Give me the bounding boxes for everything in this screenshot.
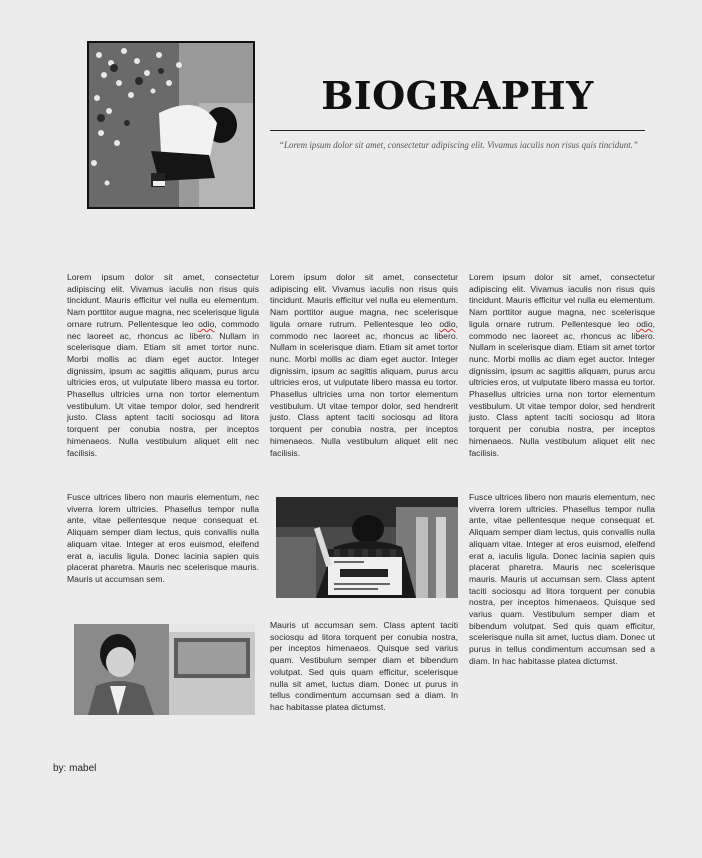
- column-2-paragraph-1: [270, 272, 458, 459]
- misspelled-word[interactable]: odio: [636, 318, 653, 329]
- column-1-paragraph-1: [67, 272, 259, 459]
- text-run: , commodo nec laoreet ac, rhoncus ac libero. Nullam in scelerisque diam. Etiam sit amet tortor nunc. Morbi mollis ac diam eget auctor. Integer dignissim, ipsum ac sagittis aliquam, purus arcu ultricies eros, ut vulputate libero massa eu tortor. Phasellus ultricies urna non tortor elementum vestibulum. Ut vitae tempor dolor, sed hendrerit justo. Class aptent taciti sociosqu ad litora torquent per conubia nostra, per inceptos himenaeos. Nulla vestibulum aliquet elit nec facilisis.: [67, 318, 259, 458]
- hero-photo: [87, 41, 255, 209]
- byline: by: mabel: [53, 763, 97, 774]
- paragraph-text: Fusce ultrices libero non mauris elementum, nec viverra lorem ultricies. Phasellus tempor nulla ante, vitae pellentesque neque consequat et. Aliquam semper diam lectus, quis convallis nulla aliquam vitae. Integer at eros euismod, eleifend erat a, iaculis ligula. Donec lacinia sapien quis placerat pharetra. Mauris nec scelerisque mauris. Mauris ut accumsan sem. Class aptent taciti sociosqu ad litora torquent per conubia nostra, per inceptos himenaeos. Quisque sed varius quam. Vestibulum semper diam et bibendum volutpat. Sed quis quam efficitur, scelerisque nulla sit amet, luctus diam. Donec ut purus in tellus condimentum accumsan sed a diam. In hac habitasse platea dictumst.: [469, 492, 655, 666]
- paragraph-text: Mauris ut accumsan sem. Class aptent taciti sociosqu ad litora torquent per conubia nostra, per inceptos himenaeos. Quisque sed varius quam. Vestibulum semper diam et bibendum volutpat. Sed quis quam efficitur, scelerisque nulla sit amet, luctus diam. Donec ut purus in tellus condimentum accumsan sed a diam. In hac habitasse platea dictumst.: [270, 620, 458, 712]
- misspelled-word[interactable]: odio: [439, 318, 456, 329]
- text-run: Lorem ipsum dolor sit amet, consectetur adipiscing elit. Vivamus iaculis non risus quis tincidunt. Mauris efficitur vel nulla eu elementum. Nam porttitor augue magna, nec scelerisque ligula ornare rutrum. Pellentesque leo: [469, 272, 655, 329]
- paragraph-text: Fusce ultrices libero non mauris elementum, nec viverra lorem ultricies. Phasellus tempor nulla ante, vitae pellentesque neque consequat et. Aliquam semper diam lectus, quis convallis nulla aliquam vitae. Integer at eros euismod, eleifend erat a, iaculis ligula. Donec lacinia sapien quis placerat pharetra. Mauris nec scelerisque mauris. Mauris ut accumsan sem.: [67, 492, 259, 584]
- page-title: BIOGRAPHY: [321, 73, 594, 118]
- column-1-paragraph-2: [67, 492, 259, 586]
- column-2-paragraph-2: [270, 620, 458, 714]
- column-3-paragraph-1: [469, 272, 655, 459]
- train-photo: [74, 624, 255, 715]
- misspelled-word[interactable]: odio: [198, 318, 215, 329]
- text-run: Lorem ipsum dolor sit amet, consectetur adipiscing elit. Vivamus iaculis non risus quis tincidunt. Mauris efficitur vel nulla eu elementum. Nam porttitor augue magna, nec scelerisque ligula ornare rutrum. Pellentesque leo: [67, 272, 259, 329]
- clapperboard-photo: [276, 497, 458, 598]
- pull-quote: “Lorem ipsum dolor sit amet, consectetur adipiscing elit. Vivamus iaculis non risus quis tincidunt.”: [279, 140, 638, 150]
- text-run: , commodo nec laoreet ac, rhoncus ac libero. Nullam in scelerisque diam. Etiam sit amet tortor nunc. Morbi mollis ac diam eget auctor. Integer dignissim, ipsum ac sagittis aliquam, purus arcu ultricies eros, ut vulputate libero massa eu tortor. Phasellus ultricies urna non tortor elementum vestibulum. Ut vitae tempor dolor, sed hendrerit justo. Class aptent taciti sociosqu ad litora torquent per conubia nostra, per inceptos himenaeos. Nulla vestibulum aliquet elit nec facilisis.: [270, 318, 458, 458]
- column-3-paragraph-2: [469, 492, 655, 668]
- title-divider: [270, 130, 645, 131]
- text-run: , commodo nec laoreet ac, rhoncus ac libero. Nullam in scelerisque diam. Etiam sit amet tortor nunc. Morbi mollis ac diam eget auctor. Integer dignissim, ipsum ac sagittis aliquam, purus arcu ultricies eros, ut vulputate libero massa eu tortor. Phasellus ultricies urna non tortor elementum vestibulum. Ut vitae tempor dolor, sed hendrerit justo. Class aptent taciti sociosqu ad litora torquent per conubia nostra, per inceptos himenaeos. Nulla vestibulum aliquet elit nec facilisis.: [469, 318, 655, 458]
- text-run: Lorem ipsum dolor sit amet, consectetur adipiscing elit. Vivamus iaculis non risus quis tincidunt. Mauris efficitur vel nulla eu elementum. Nam porttitor augue magna, nec scelerisque ligula ornare rutrum. Pellentesque leo: [270, 272, 458, 329]
